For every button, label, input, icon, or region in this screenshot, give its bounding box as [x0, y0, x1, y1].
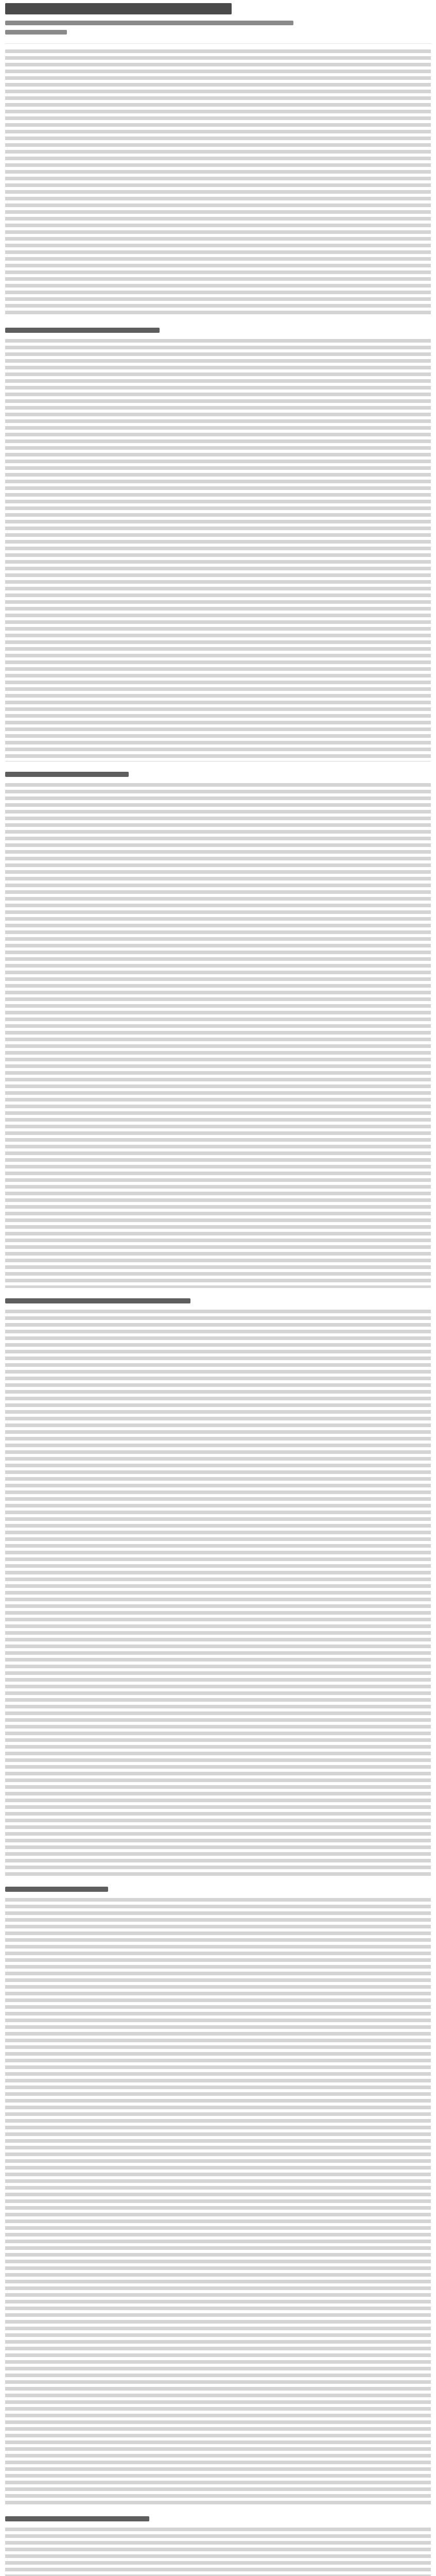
section-body	[5, 1898, 431, 2506]
intro-section	[5, 49, 431, 317]
text-placeholder	[5, 1310, 431, 1876]
heading-placeholder	[5, 772, 129, 777]
section-body	[5, 783, 431, 1288]
text-placeholder	[5, 783, 431, 1288]
heading-placeholder	[5, 1887, 108, 1892]
divider	[5, 43, 431, 44]
section-heading	[5, 772, 431, 779]
heading-placeholder	[5, 1298, 190, 1303]
subtitle-placeholder	[5, 21, 293, 25]
text-placeholder	[5, 2528, 431, 2576]
section-heading	[5, 2516, 431, 2523]
section-body	[5, 339, 431, 761]
document-title-block	[5, 3, 431, 39]
section-body	[5, 2528, 431, 2576]
section-heading	[5, 328, 431, 335]
section-heading	[5, 1887, 431, 1894]
section-body	[5, 1310, 431, 1876]
text-placeholder	[5, 49, 431, 317]
section-heading	[5, 1298, 431, 1306]
text-placeholder	[5, 1898, 431, 2506]
title-placeholder	[5, 3, 232, 14]
intro-heading-placeholder	[5, 30, 67, 35]
heading-placeholder	[5, 2516, 149, 2521]
heading-placeholder	[5, 328, 160, 333]
text-placeholder	[5, 339, 431, 761]
